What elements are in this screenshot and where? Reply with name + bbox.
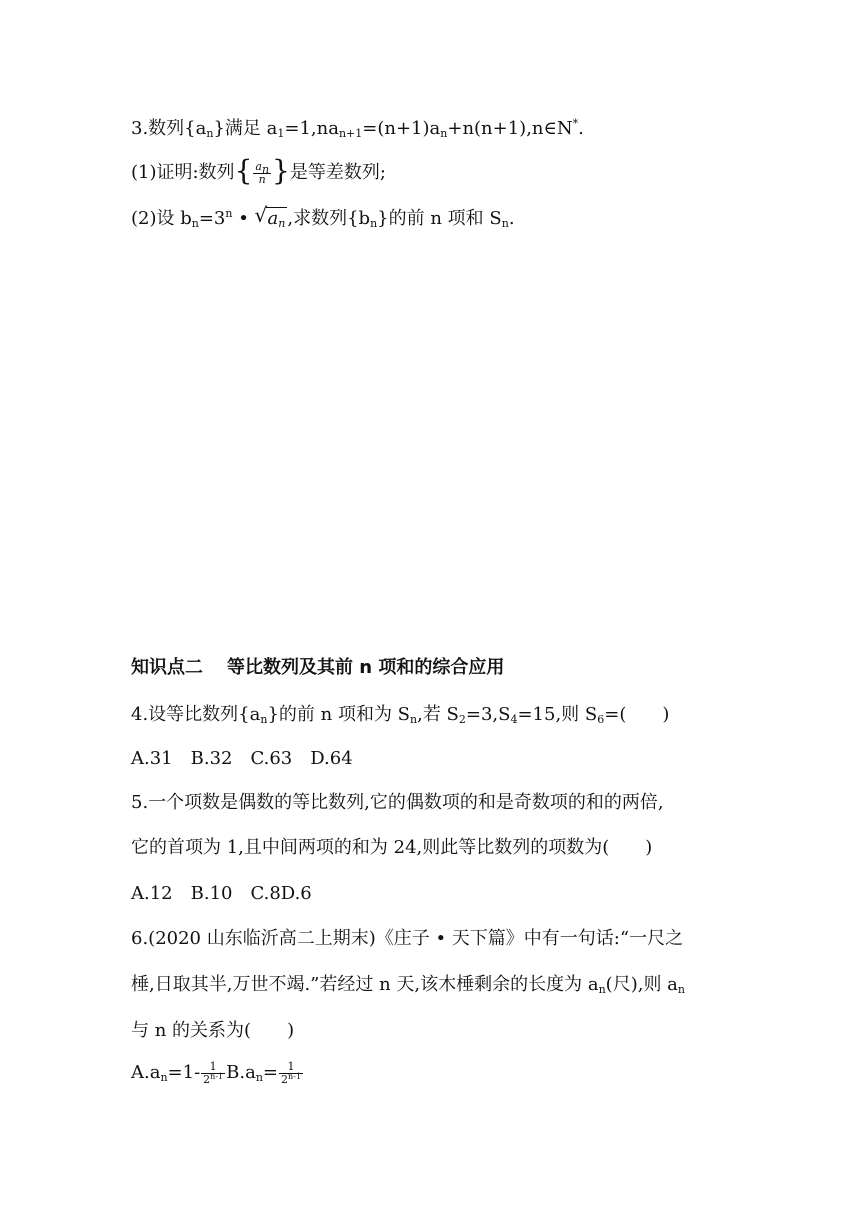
q3-text: =1,na <box>284 118 339 139</box>
q3-sub: n <box>501 217 509 230</box>
q6-options <box>131 1060 304 1086</box>
fraction-denominator: n <box>258 172 266 186</box>
q5-text: 它的首项为 1,且中间两项的和为 24,则此等比数列的项数为( <box>131 837 610 858</box>
q6-option-a: =1- <box>167 1062 201 1083</box>
q6-sub: n <box>677 983 685 996</box>
q3-part2-text: . <box>508 208 515 229</box>
q6-line3 <box>131 1018 294 1044</box>
q4-text: 4.设等比数列{a <box>131 704 261 725</box>
radicand-text: a <box>267 208 279 229</box>
q4-stem <box>131 702 669 728</box>
q4-text: ) <box>662 704 670 725</box>
q4-text: }的前 n 项和为 S <box>267 704 410 725</box>
q6-text: 与 n 的关系为( <box>131 1020 252 1041</box>
q6-text: ) <box>287 1020 295 1041</box>
fraction-numerator <box>253 161 271 174</box>
frac-den-base: 2 <box>281 1072 288 1086</box>
q3-sub: n <box>370 217 378 230</box>
frac-den-base: 2 <box>203 1072 211 1086</box>
q3-sub: n <box>440 127 448 140</box>
q3-part2-text: =3 <box>198 208 226 229</box>
q5-line1: 5.一个项数是偶数的等比数列,它的偶数项的和是奇数项的和的两倍, <box>131 792 664 813</box>
q4-sub: 4 <box>510 713 518 726</box>
q3-sub: 1 <box>277 127 285 140</box>
q3-stem <box>131 116 584 142</box>
q6-sub: n <box>160 1071 168 1084</box>
q6-sub: n <box>598 983 606 996</box>
q4-sub: 6 <box>597 713 605 726</box>
fraction-a <box>201 1061 225 1086</box>
fraction-numerator: 1 <box>279 1061 303 1074</box>
q6-option-b: = <box>262 1062 278 1083</box>
q3-sub: n <box>191 217 199 230</box>
q6-text: 棰,日取其半,万世不竭.”若经过 n 天,该木棰剩余的长度为 a <box>131 974 599 995</box>
q3-part1 <box>131 154 386 187</box>
section-heading <box>131 655 504 681</box>
radical-sign: √ <box>254 203 268 227</box>
fraction-denominator <box>279 1071 303 1086</box>
q4-sub: n <box>410 713 418 726</box>
q3-text: 3.数列{a <box>131 118 207 139</box>
q3-text: =(n+1)a <box>362 118 441 139</box>
q3-sup: n <box>225 207 233 220</box>
q4-sub: n <box>260 713 268 726</box>
radicand <box>266 207 288 229</box>
q3-sup: * <box>572 117 579 130</box>
q3-sub: n+1 <box>338 127 363 140</box>
q5-options: A.12 B.10 C.8D.6 <box>131 883 312 904</box>
q6-option-a: A.a <box>131 1062 161 1083</box>
q6-line1: 6.(2020 山东临沂高二上期末)《庄子 • 天下篇》中有一句话:“一尺之 <box>131 928 684 949</box>
q5-line2 <box>131 835 652 861</box>
q3-part2-text: (2)设 b <box>131 208 192 229</box>
q3-text: }满足 a <box>213 118 278 139</box>
fraction-b <box>279 1061 303 1086</box>
frac-num-sub: n <box>261 162 270 176</box>
q4-text: =( <box>604 704 627 725</box>
radicand-sub: n <box>278 217 286 230</box>
q6-line2 <box>131 972 685 998</box>
square-root <box>254 203 288 232</box>
fraction-numerator: 1 <box>201 1061 225 1074</box>
section-title: 等比数列及其前 n 项和的综合应用 <box>227 657 505 678</box>
q3-part1-text: 是等差数列; <box>289 162 386 183</box>
q3-text: +n(n+1),n∈N <box>447 118 573 139</box>
q4-text: =3,S <box>465 704 511 725</box>
q5-text: ) <box>645 837 653 858</box>
q3-part2 <box>131 203 515 232</box>
q3-part2-text: ,求数列{b <box>287 208 371 229</box>
q3-part1-text: (1)证明:数列 <box>131 162 235 183</box>
q3-sub: n <box>206 127 214 140</box>
q3-part2-text: }的前 n 项和 S <box>377 208 502 229</box>
q3-text: . <box>578 118 584 139</box>
frac-num-text: a <box>255 159 262 173</box>
frac-den-exp: n-1 <box>210 1071 224 1081</box>
q4-text: ,若 S <box>417 704 459 725</box>
q4-text: =15,则 S <box>517 704 598 725</box>
q3-part2-text: • <box>232 208 255 229</box>
q4-options: A.31 B.32 C.63 D.64 <box>131 748 353 769</box>
q4-sub: 2 <box>458 713 466 726</box>
left-brace: { <box>234 154 253 187</box>
q6-option-b: B.a <box>226 1062 256 1083</box>
q6-text: (尺),则 a <box>605 974 678 995</box>
q6-sub: n <box>255 1071 263 1084</box>
right-brace: } <box>272 154 290 187</box>
fraction-denominator <box>201 1071 225 1086</box>
frac-den-exp: n-1 <box>288 1071 301 1081</box>
fraction <box>253 161 271 186</box>
section-label: 知识点二 <box>131 657 203 678</box>
